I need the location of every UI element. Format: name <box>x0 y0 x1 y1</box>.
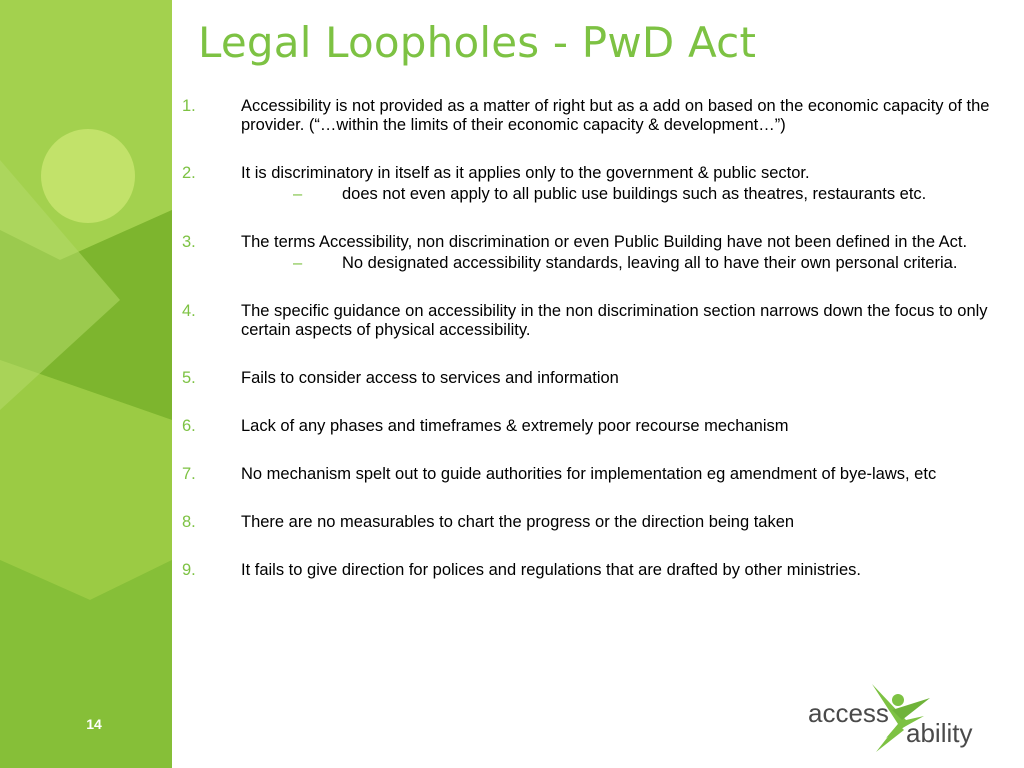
item-number: 8. <box>182 513 196 531</box>
sub-item <box>241 254 1014 273</box>
item-number: 9. <box>182 561 196 579</box>
item-number: 5. <box>182 369 196 387</box>
sidebar-circle <box>41 129 135 223</box>
item-number: 7. <box>182 465 196 483</box>
list-item <box>182 302 1014 340</box>
list-item <box>182 369 1014 388</box>
list-item <box>182 97 1014 135</box>
decorative-sidebar <box>0 0 172 768</box>
list-item <box>182 233 1014 273</box>
slide-number: 14 <box>86 716 102 732</box>
logo-word-access: access <box>808 698 889 728</box>
item-text: It is discriminatory in itself as it applies only to the government & public sector. <box>241 164 810 182</box>
accessability-logo <box>806 680 986 760</box>
item-text: Lack of any phases and timeframes & extremely poor recourse mechanism <box>241 417 789 435</box>
slide-title: Legal Loopholes - PwD Act <box>198 18 757 67</box>
item-text: Fails to consider access to services and information <box>241 369 619 387</box>
sub-item <box>241 185 1014 204</box>
item-text: There are no measurables to chart the progress or the direction being taken <box>241 513 795 531</box>
item-number: 4. <box>182 302 196 320</box>
list-item <box>182 164 1014 204</box>
list-item <box>182 417 1014 436</box>
item-text: The terms Accessibility, non discrimination or even Public Building have not been defined in the Act. <box>241 233 968 251</box>
bullet-list <box>182 97 1014 609</box>
sub-item-dash: – <box>293 254 303 272</box>
item-number: 3. <box>182 233 196 251</box>
list-item <box>182 513 1014 532</box>
item-text: No mechanism spelt out to guide authorities for implementation eg amendment of bye-laws, etc <box>241 465 937 483</box>
sub-item-dash: – <box>293 185 303 203</box>
logo-word-ability: ability <box>906 718 973 748</box>
sidebar-shapes <box>0 0 172 768</box>
sub-item-text: does not even apply to all public use buildings such as theatres, restaurants etc. <box>342 185 927 203</box>
item-number: 1. <box>182 97 196 115</box>
list-item <box>182 561 1014 580</box>
item-number: 6. <box>182 417 196 435</box>
item-text: Accessibility is not provided as a matter of right but as a add on based on the economic capacity of the provider. (“…within the limits of their economic capacity & development…”) <box>241 97 990 134</box>
item-text: It fails to give direction for polices and regulations that are drafted by other ministries. <box>241 561 861 579</box>
sub-item-text: No designated accessibility standards, leaving all to have their own personal criteria. <box>342 254 958 272</box>
item-text: The specific guidance on accessibility in the non discrimination section narrows down the focus to only certain aspects of physical accessibility. <box>241 302 988 339</box>
list-item <box>182 465 1014 484</box>
item-number: 2. <box>182 164 196 182</box>
